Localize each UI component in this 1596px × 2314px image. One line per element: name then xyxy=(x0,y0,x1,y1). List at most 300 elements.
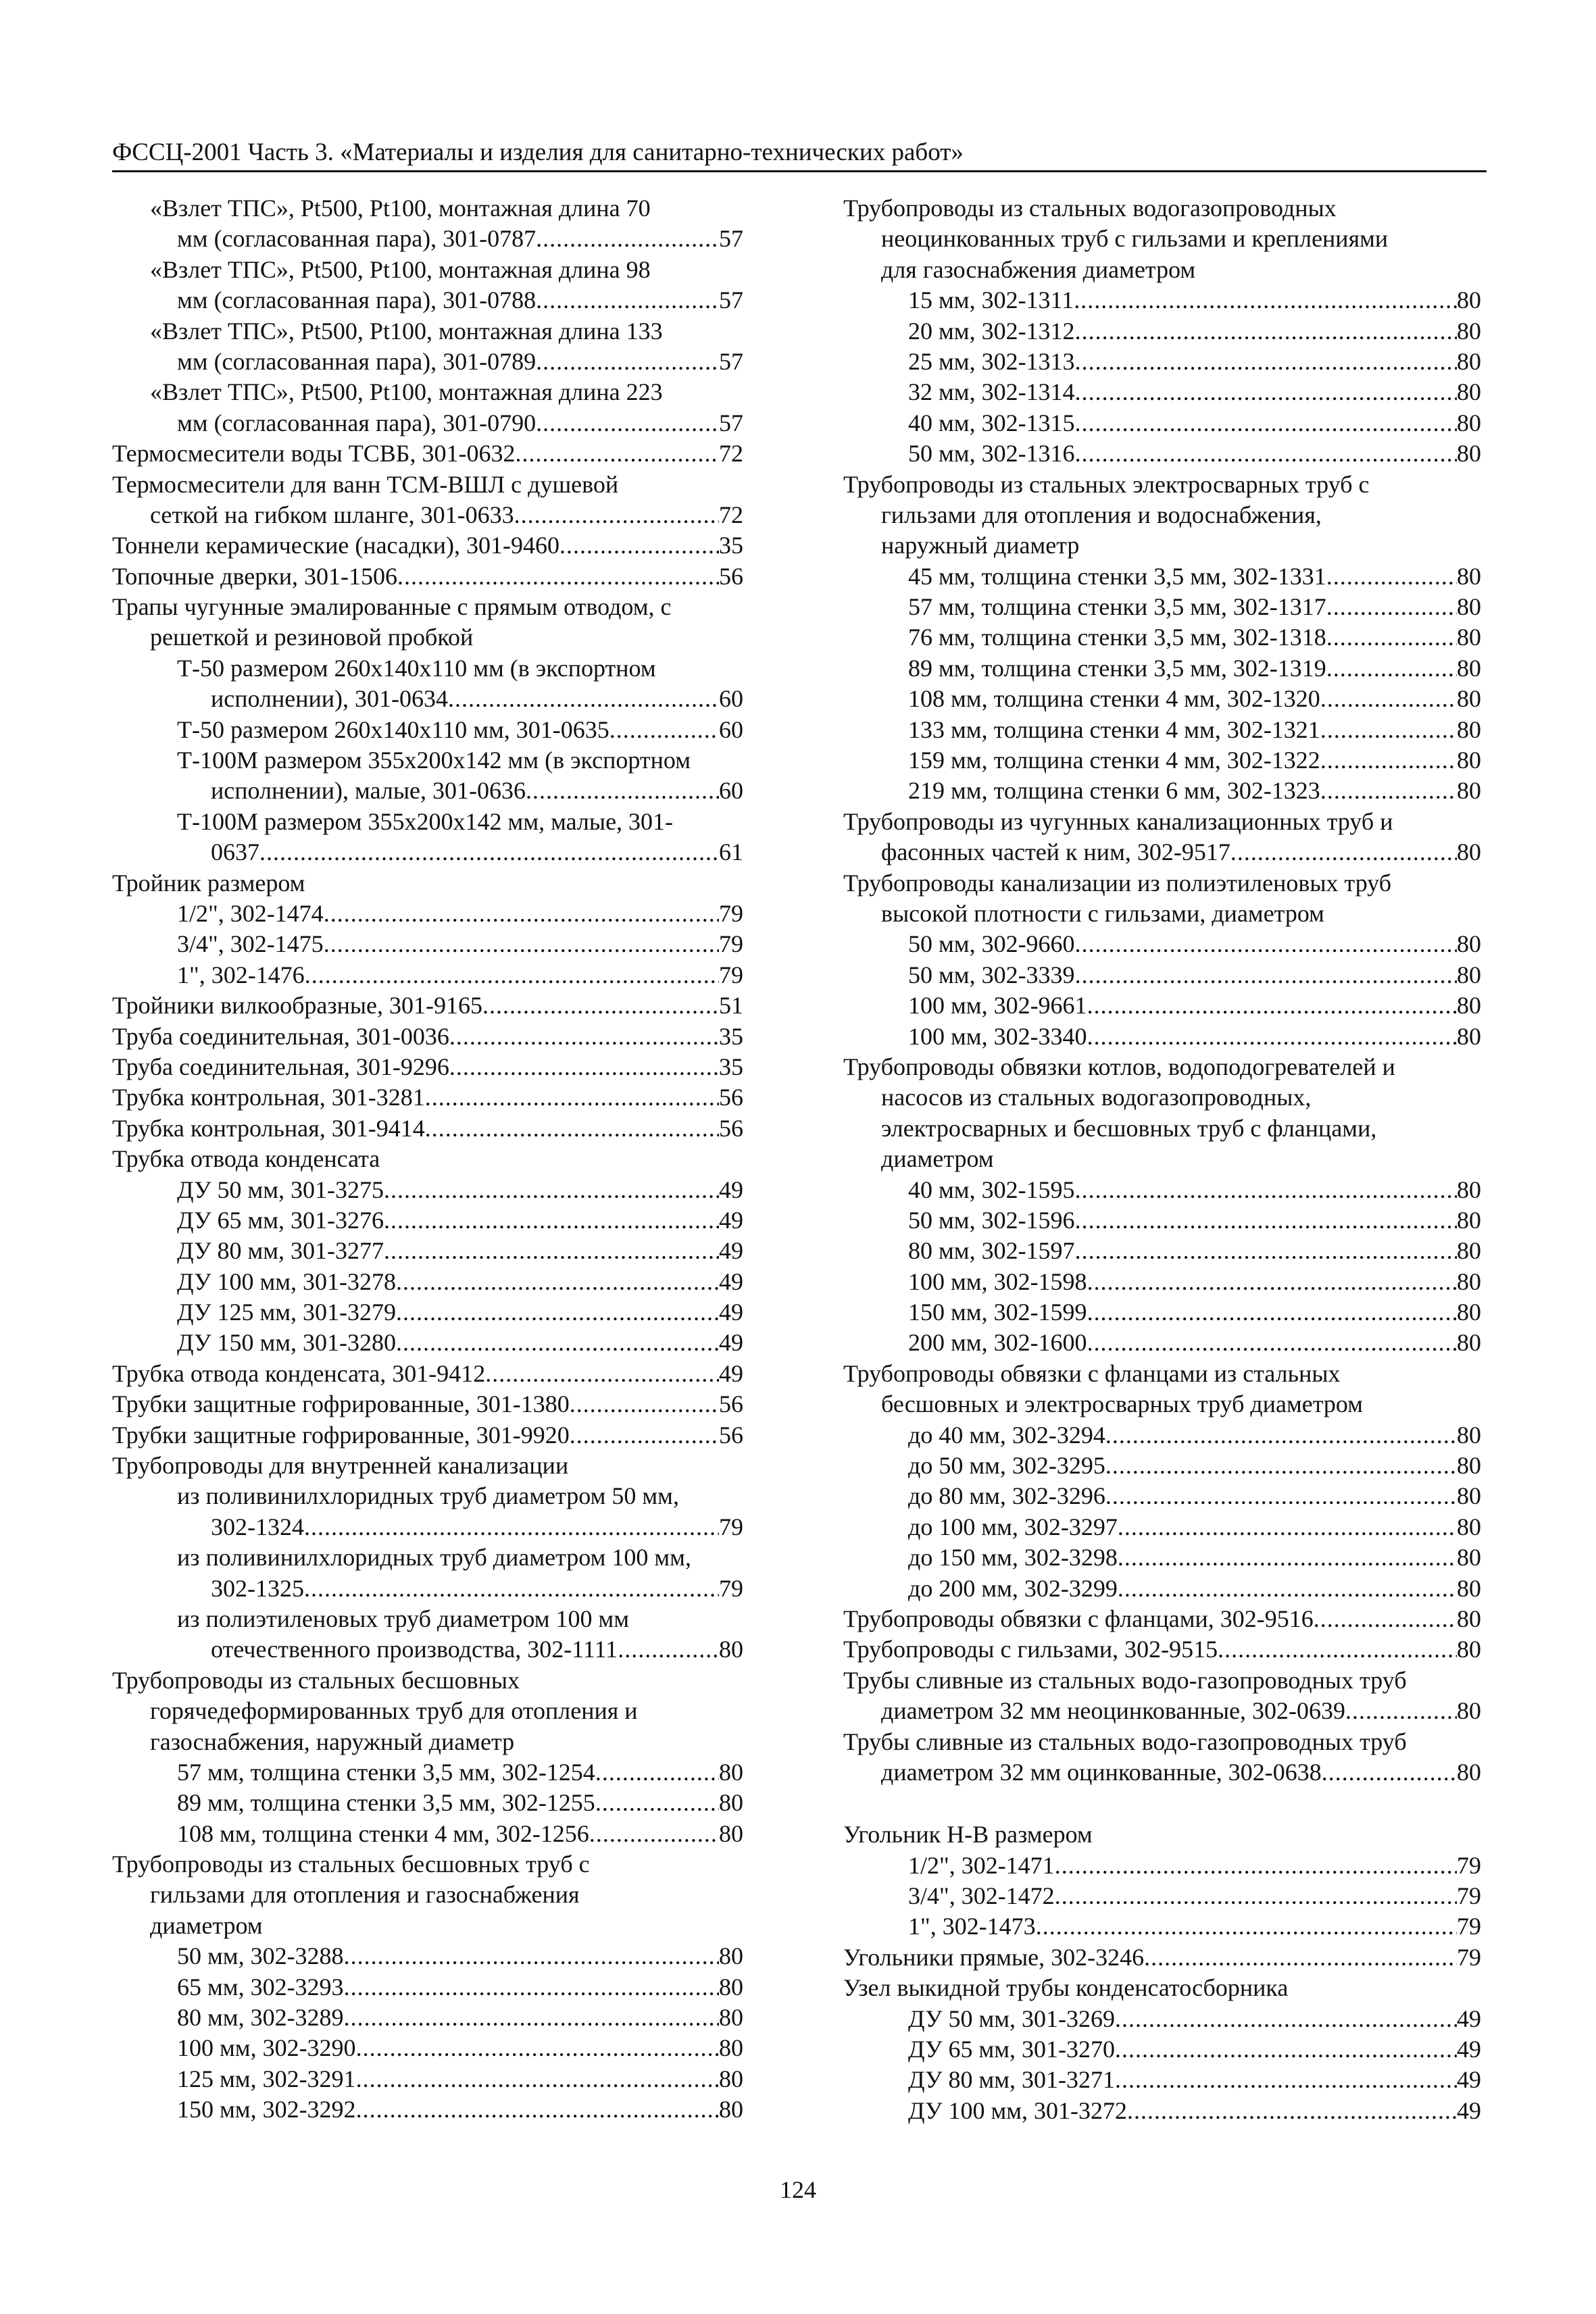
index-entry xyxy=(843,285,1481,316)
dot-leader xyxy=(1320,776,1457,806)
entry-text: исполнении), 301-0634 xyxy=(211,685,449,713)
entry-page: 80 xyxy=(1457,1176,1481,1203)
index-entry xyxy=(843,1911,1481,1942)
index-entry xyxy=(112,1788,743,1818)
entry-text: Т-50 размером 260x140x110 мм (в экспортном xyxy=(177,654,656,682)
index-entry xyxy=(112,1911,743,1941)
entry-text: Трубопроводы с гильзами, 302-9515 xyxy=(843,1636,1218,1663)
index-entry xyxy=(843,1205,1481,1236)
entry-page: 72 xyxy=(719,501,743,528)
dot-leader xyxy=(1118,1574,1457,1604)
entry-page: 80 xyxy=(1457,593,1481,621)
entry-text: 57 мм, толщина стенки 3,5 мм, 302-1317 xyxy=(908,593,1326,621)
index-entry xyxy=(112,1297,743,1328)
index-entry xyxy=(843,1328,1481,1358)
entry-page: 80 xyxy=(1457,1605,1481,1632)
entry-page: 79 xyxy=(719,899,743,927)
entry-page: 49 xyxy=(719,1329,743,1357)
dot-leader xyxy=(425,1113,719,1144)
index-entry xyxy=(843,193,1481,224)
entry-page: 80 xyxy=(1457,317,1481,345)
entry-page: 80 xyxy=(1457,286,1481,314)
entry-text: Угольник Н-В размером xyxy=(843,1821,1093,1848)
index-entry xyxy=(112,1757,743,1788)
index-entry xyxy=(843,1144,1481,1174)
index-entry xyxy=(112,285,743,316)
entry-text: Трубопроводы из стальных электросварных труб с xyxy=(843,470,1370,498)
index-entry xyxy=(843,1082,1481,1113)
index-entry xyxy=(112,1052,743,1082)
index-entry xyxy=(112,1236,743,1266)
entry-text: высокой плотности с гильзами, диаметром xyxy=(881,899,1324,927)
index-entry xyxy=(843,1236,1481,1266)
entry-text: 100 мм, 302-3290 xyxy=(177,2034,356,2062)
dot-leader xyxy=(1075,377,1457,407)
dot-leader xyxy=(449,1022,719,1052)
entry-text: 25 мм, 302-1313 xyxy=(908,347,1075,375)
index-entry xyxy=(112,316,743,347)
dot-leader xyxy=(305,960,719,990)
index-entry xyxy=(843,1542,1481,1573)
entry-page: 49 xyxy=(1457,2096,1481,2124)
entry-text: Т-100М размером 355x200x142 мм (в экспортном xyxy=(177,747,691,774)
dot-leader xyxy=(570,1420,719,1451)
entry-text: Трубка контрольная, 301-3281 xyxy=(112,1084,425,1111)
dot-leader xyxy=(1320,745,1457,776)
dot-leader xyxy=(618,1634,719,1665)
entry-text: 45 мм, толщина стенки 3,5 мм, 302-1331 xyxy=(908,562,1326,590)
index-entry xyxy=(843,1389,1481,1419)
entry-text: гильзами для отопления и газоснабжения xyxy=(150,1881,580,1909)
dot-leader xyxy=(1075,408,1457,438)
entry-page: 80 xyxy=(1457,838,1481,866)
entry-page: 56 xyxy=(719,1421,743,1449)
index-entry xyxy=(112,530,743,561)
entry-page: 79 xyxy=(1457,1943,1481,1971)
entry-page: 80 xyxy=(1457,777,1481,805)
entry-text: 57 мм, толщина стенки 3,5 мм, 302-1254 xyxy=(177,1758,595,1786)
index-entry xyxy=(843,470,1481,500)
entry-text: ДУ 100 мм, 301-3278 xyxy=(177,1267,397,1295)
entry-text: мм (согласованная пара), 301-0788 xyxy=(177,286,537,314)
entry-text: сеткой на гибком шланге, 301-0633 xyxy=(150,501,514,528)
entry-text: Тройники вилкообразные, 301-9165 xyxy=(112,992,482,1020)
index-entry xyxy=(112,2033,743,2063)
entry-page: 56 xyxy=(719,1114,743,1142)
entry-text: 50 мм, 302-1316 xyxy=(908,440,1075,468)
entry-page: 80 xyxy=(1457,1267,1481,1295)
entry-text: Трубка отвода конденсата xyxy=(112,1145,380,1173)
entry-text: 0637 xyxy=(211,838,259,866)
entry-page: 80 xyxy=(1457,1237,1481,1265)
dot-leader xyxy=(344,1941,719,1971)
entry-page: 35 xyxy=(719,532,743,559)
index-entry xyxy=(112,1389,743,1419)
index-entry xyxy=(843,653,1481,684)
dot-leader xyxy=(1320,715,1457,745)
entry-text: 133 мм, толщина стенки 4 мм, 302-1321 xyxy=(908,715,1320,743)
dot-leader xyxy=(570,1389,719,1419)
index-entry xyxy=(843,2065,1481,2095)
dot-leader xyxy=(384,1205,719,1236)
dot-leader xyxy=(344,1972,719,2003)
entry-text: ДУ 150 мм, 301-3280 xyxy=(177,1329,397,1357)
index-entry xyxy=(843,1942,1481,1973)
dot-leader xyxy=(1105,1451,1457,1481)
dot-leader xyxy=(536,224,719,254)
entry-page: 80 xyxy=(1457,1544,1481,1571)
entry-text: 50 мм, 302-9660 xyxy=(908,930,1075,958)
entry-text: до 40 мм, 302-3294 xyxy=(908,1421,1105,1449)
index-entry xyxy=(112,2064,743,2094)
entry-page: 80 xyxy=(1457,624,1481,651)
index-entry xyxy=(843,1727,1481,1757)
index-entry xyxy=(112,1542,743,1573)
entry-text: 302-1325 xyxy=(211,1574,304,1602)
dot-leader xyxy=(344,2003,719,2033)
entry-text: мм (согласованная пара), 301-0790 xyxy=(177,409,537,436)
entry-text: Труба соединительная, 301-0036 xyxy=(112,1022,449,1050)
entry-page: 80 xyxy=(719,2004,743,2032)
index-entry xyxy=(112,347,743,377)
entry-text: Узел выкидной трубы конденсатосборника xyxy=(843,1974,1289,2002)
dot-leader xyxy=(1230,837,1457,867)
index-entry xyxy=(843,1881,1481,1911)
index-entry xyxy=(112,715,743,745)
entry-text: Трубки защитные гофрированные, 301-1380 xyxy=(112,1390,570,1418)
entry-page: 80 xyxy=(719,1973,743,2001)
entry-text: Трапы чугунные эмалированные с прямым отводом, с xyxy=(112,593,672,621)
entry-text: 100 мм, 302-1598 xyxy=(908,1267,1087,1295)
entry-text: Трубопроводы обвязки котлов, водоподогревателей и xyxy=(843,1053,1395,1080)
dot-leader xyxy=(397,561,719,592)
entry-text: Угольники прямые, 302-3246 xyxy=(843,1943,1145,1971)
index-entry xyxy=(843,1359,1481,1389)
index-entry xyxy=(112,1696,743,1726)
dot-leader xyxy=(1105,1481,1457,1511)
entry-text: 32 мм, 302-1314 xyxy=(908,378,1075,406)
index-entry xyxy=(843,1420,1481,1451)
index-entry xyxy=(112,745,743,776)
entry-text: газоснабжения, наружный диаметр xyxy=(150,1728,515,1755)
entry-text: 3/4", 302-1475 xyxy=(177,930,324,958)
index-entry xyxy=(112,1022,743,1052)
entry-page: 80 xyxy=(1457,1758,1481,1786)
entry-page: 79 xyxy=(719,1513,743,1540)
entry-text: Тоннели керамические (насадки), 301-9460 xyxy=(112,532,559,559)
dot-leader xyxy=(396,1267,719,1297)
index-entry xyxy=(843,224,1481,254)
dot-leader xyxy=(449,1052,719,1082)
index-entry xyxy=(843,2096,1481,2126)
index-entry xyxy=(843,1757,1481,1788)
entry-page: 49 xyxy=(719,1299,743,1326)
entry-page: 80 xyxy=(1457,1206,1481,1234)
index-entry xyxy=(843,1113,1481,1144)
entry-text: исполнении), малые, 301-0636 xyxy=(211,777,526,805)
dot-leader xyxy=(526,776,719,806)
entry-text: Трубка отвода конденсата, 301-9412 xyxy=(112,1359,486,1387)
entry-page: 57 xyxy=(719,225,743,253)
index-entry xyxy=(112,2003,743,2033)
index-entry xyxy=(843,929,1481,959)
index-entry xyxy=(843,1665,1481,1696)
entry-page: 49 xyxy=(1457,2036,1481,2063)
entry-page: 80 xyxy=(1457,1329,1481,1357)
entry-text: мм (согласованная пара), 301-0787 xyxy=(177,225,537,253)
entry-text: горячедеформированных труб для отопления и xyxy=(150,1697,638,1725)
entry-text: Термосмесители воды ТСВБ, 301-0632 xyxy=(112,440,516,468)
entry-text: 40 мм, 302-1315 xyxy=(908,409,1075,436)
index-entry xyxy=(843,1512,1481,1542)
index-entry xyxy=(843,592,1481,622)
index-entry xyxy=(843,1634,1481,1665)
dot-leader xyxy=(1326,592,1457,622)
entry-text: Трубопроводы канализации из полиэтиленовых труб xyxy=(843,869,1392,897)
index-entry xyxy=(843,1604,1481,1634)
index-entry xyxy=(843,776,1481,806)
index-entry xyxy=(112,1574,743,1604)
entry-text: неоцинкованных труб с гильзами и креплениями xyxy=(881,225,1389,253)
index-entry xyxy=(112,776,743,806)
dot-leader xyxy=(356,2064,719,2094)
entry-text: Трубки защитные гофрированные, 301-9920 xyxy=(112,1421,570,1449)
entry-text: до 100 мм, 302-3297 xyxy=(908,1513,1118,1540)
index-entry xyxy=(112,1359,743,1389)
entry-text: Трубопроводы обвязки с фланцами из стальных xyxy=(843,1359,1341,1387)
entry-page: 79 xyxy=(1457,1913,1481,1940)
entry-page: 79 xyxy=(1457,1851,1481,1879)
entry-text: Трубка контрольная, 301-9414 xyxy=(112,1114,425,1142)
entry-text: 50 мм, 302-3288 xyxy=(177,1942,344,1970)
entry-page: 79 xyxy=(719,930,743,958)
entry-text: Топочные дверки, 301-1506 xyxy=(112,562,397,590)
entry-text: 80 мм, 302-3289 xyxy=(177,2004,344,2032)
entry-page: 80 xyxy=(1457,378,1481,406)
entry-page: 80 xyxy=(719,1942,743,1970)
dot-leader xyxy=(1087,1328,1457,1358)
entry-page: 56 xyxy=(719,1084,743,1111)
dot-leader xyxy=(1055,1851,1457,1881)
entry-text: ДУ 100 мм, 301-3272 xyxy=(908,2096,1128,2124)
entry-text: решеткой и резиновой пробкой xyxy=(150,624,474,651)
entry-page: 79 xyxy=(719,961,743,988)
entry-text: Трубы сливные из стальных водо-газопроводных труб xyxy=(843,1666,1407,1694)
entry-text: «Взлет ТПС», Pt500, Pt100, монтажная длина 223 xyxy=(150,378,663,406)
entry-page: 49 xyxy=(1457,2005,1481,2032)
index-entry xyxy=(112,224,743,254)
entry-text: наружный диаметр xyxy=(881,532,1080,559)
entry-text: Труба соединительная, 301-9296 xyxy=(112,1053,449,1080)
dot-leader xyxy=(356,2033,719,2063)
entry-page: 79 xyxy=(719,1574,743,1602)
index-entry xyxy=(843,500,1481,530)
entry-page: 80 xyxy=(1457,1574,1481,1602)
dot-leader xyxy=(1075,960,1457,990)
entry-text: Трубопроводы из стальных бесшовных xyxy=(112,1666,520,1694)
index-entry xyxy=(843,837,1481,867)
entry-page: 49 xyxy=(719,1206,743,1234)
entry-page: 80 xyxy=(1457,747,1481,774)
index-entry xyxy=(843,1851,1481,1881)
dot-leader xyxy=(1087,1267,1457,1297)
dot-leader xyxy=(1218,1634,1457,1665)
dot-leader xyxy=(425,1082,719,1113)
entry-page: 80 xyxy=(1457,440,1481,468)
index-entry xyxy=(112,653,743,684)
entry-text: Термосмесители для ванн ТСМ-ВШЛ с душевой xyxy=(112,470,619,498)
index-entry xyxy=(112,684,743,714)
index-entry xyxy=(112,561,743,592)
index-entry xyxy=(112,408,743,438)
entry-text: до 150 мм, 302-3298 xyxy=(908,1544,1118,1571)
index-entry xyxy=(112,1328,743,1358)
entry-page: 80 xyxy=(1457,1421,1481,1449)
entry-page: 49 xyxy=(719,1267,743,1295)
dot-leader xyxy=(1118,1542,1457,1573)
index-entry xyxy=(112,1451,743,1481)
dot-leader xyxy=(1144,1942,1457,1973)
dot-leader xyxy=(1075,438,1457,469)
dot-leader xyxy=(1326,561,1457,592)
index-entry xyxy=(843,377,1481,407)
index-entry xyxy=(112,1082,743,1113)
entry-page: 80 xyxy=(719,2034,743,2062)
index-entry xyxy=(112,1849,743,1880)
entry-page: 61 xyxy=(719,838,743,866)
dot-leader xyxy=(1075,347,1457,377)
entry-text: до 50 мм, 302-3295 xyxy=(908,1452,1105,1480)
entry-page: 80 xyxy=(1457,1513,1481,1540)
dot-leader xyxy=(589,1819,719,1849)
entry-text: Трубопроводы обвязки с фланцами, 302-9516 xyxy=(843,1605,1314,1632)
index-entry xyxy=(112,837,743,867)
index-entry xyxy=(843,2034,1481,2065)
dot-leader xyxy=(1075,1175,1457,1205)
entry-page: 80 xyxy=(1457,1022,1481,1050)
entry-page: 80 xyxy=(1457,685,1481,713)
index-entry xyxy=(843,1267,1481,1297)
entry-page: 60 xyxy=(719,715,743,743)
dot-leader xyxy=(384,1175,719,1205)
entry-page: 80 xyxy=(719,1789,743,1817)
entry-text: 200 мм, 302-1600 xyxy=(908,1329,1087,1357)
entry-page: 57 xyxy=(719,286,743,314)
entry-text: до 200 мм, 302-3299 xyxy=(908,1574,1118,1602)
index-entry xyxy=(112,1819,743,1849)
entry-text: Трубопроводы из стальных водогазопроводных xyxy=(843,195,1337,222)
dot-leader xyxy=(1115,2034,1457,2065)
entry-text: 1/2", 302-1474 xyxy=(177,899,324,927)
dot-leader xyxy=(1087,990,1457,1021)
entry-text: Тройник размером xyxy=(112,869,305,897)
index-entry xyxy=(843,1022,1481,1052)
index-entry xyxy=(843,530,1481,561)
index-entry xyxy=(843,684,1481,714)
entry-page: 80 xyxy=(1457,930,1481,958)
dot-leader xyxy=(324,899,719,929)
index-entry xyxy=(843,1696,1481,1726)
index-entry xyxy=(112,592,743,622)
entry-text: Трубы сливные из стальных водо-газопроводных труб xyxy=(843,1728,1407,1755)
entry-page: 49 xyxy=(1457,2066,1481,2094)
entry-page: 35 xyxy=(719,1053,743,1080)
index-entry xyxy=(843,715,1481,745)
dot-leader xyxy=(1074,285,1457,316)
entry-text: 150 мм, 302-3292 xyxy=(177,2096,356,2123)
entry-text: Трубопроводы из стальных бесшовных труб с xyxy=(112,1851,590,1878)
entry-text: до 80 мм, 302-3296 xyxy=(908,1482,1105,1510)
dot-leader xyxy=(1087,1297,1457,1328)
entry-text: для газоснабжения диаметром xyxy=(881,255,1196,283)
index-entry xyxy=(843,899,1481,929)
entry-text: 108 мм, толщина стенки 4 мм, 302-1256 xyxy=(177,1819,589,1847)
dot-leader xyxy=(356,2094,719,2125)
entry-page: 49 xyxy=(719,1237,743,1265)
entry-text: Трубопроводы из чугунных канализационных труб и xyxy=(843,807,1393,835)
entry-page: 80 xyxy=(1457,654,1481,682)
entry-page: 51 xyxy=(719,992,743,1020)
index-entry xyxy=(843,561,1481,592)
entry-text: ДУ 80 мм, 301-3277 xyxy=(177,1237,384,1265)
index-entry xyxy=(112,1972,743,2003)
index-entry xyxy=(112,1205,743,1236)
entry-text: 1", 302-1473 xyxy=(908,1913,1036,1940)
index-entry xyxy=(843,347,1481,377)
dot-leader xyxy=(384,1236,719,1266)
dot-leader xyxy=(1055,1881,1457,1911)
entry-text: ДУ 65 мм, 301-3276 xyxy=(177,1206,384,1234)
entry-text: 159 мм, толщина стенки 4 мм, 302-1322 xyxy=(908,747,1320,774)
entry-text: мм (согласованная пара), 301-0789 xyxy=(177,347,537,375)
entry-page: 60 xyxy=(719,777,743,805)
index-entry xyxy=(843,316,1481,347)
entry-page: 80 xyxy=(1457,992,1481,1020)
entry-page: 80 xyxy=(1457,1482,1481,1510)
dot-leader xyxy=(482,990,719,1021)
dot-leader xyxy=(609,715,719,745)
entry-text: «Взлет ТПС», Pt500, Pt100, монтажная длина 133 xyxy=(150,317,663,345)
index-entry xyxy=(112,899,743,929)
entry-text: диаметром xyxy=(150,1911,263,1939)
entry-page: 80 xyxy=(1457,961,1481,988)
dot-leader xyxy=(1345,1696,1457,1726)
entry-text: «Взлет ТПС», Pt500, Pt100, монтажная длина 98 xyxy=(150,255,651,283)
dot-leader xyxy=(396,1328,719,1358)
index-entry xyxy=(112,960,743,990)
index-entry xyxy=(112,1175,743,1205)
dot-leader xyxy=(1075,1236,1457,1266)
dot-leader xyxy=(1326,653,1457,684)
entry-text: ДУ 65 мм, 301-3270 xyxy=(908,2036,1116,2063)
entry-text: фасонных частей к ним, 302-9517 xyxy=(881,838,1230,866)
entry-text: «Взлет ТПС», Pt500, Pt100, монтажная длина 70 xyxy=(150,195,651,222)
entry-page: 80 xyxy=(1457,409,1481,436)
index-entry xyxy=(843,1052,1481,1082)
entry-text: бесшовных и электросварных труб диаметром xyxy=(881,1390,1364,1418)
entry-text: ДУ 80 мм, 301-3271 xyxy=(908,2066,1116,2094)
index-entry xyxy=(112,1941,743,1971)
index-entry xyxy=(112,500,743,530)
dot-leader xyxy=(396,1297,719,1328)
page-number: 124 xyxy=(780,2176,816,2203)
entry-text: диаметром 32 мм оцинкованные, 302-0638 xyxy=(881,1758,1322,1786)
entry-text: из полиэтиленовых труб диаметром 100 мм xyxy=(177,1605,630,1632)
entry-page: 80 xyxy=(719,1758,743,1786)
page-header: ФССЦ-2001 Часть 3. «Материалы и изделия для санитарно-технических работ» xyxy=(112,135,1487,172)
index-column-right xyxy=(843,193,1481,2126)
entry-page: 80 xyxy=(1457,1636,1481,1663)
